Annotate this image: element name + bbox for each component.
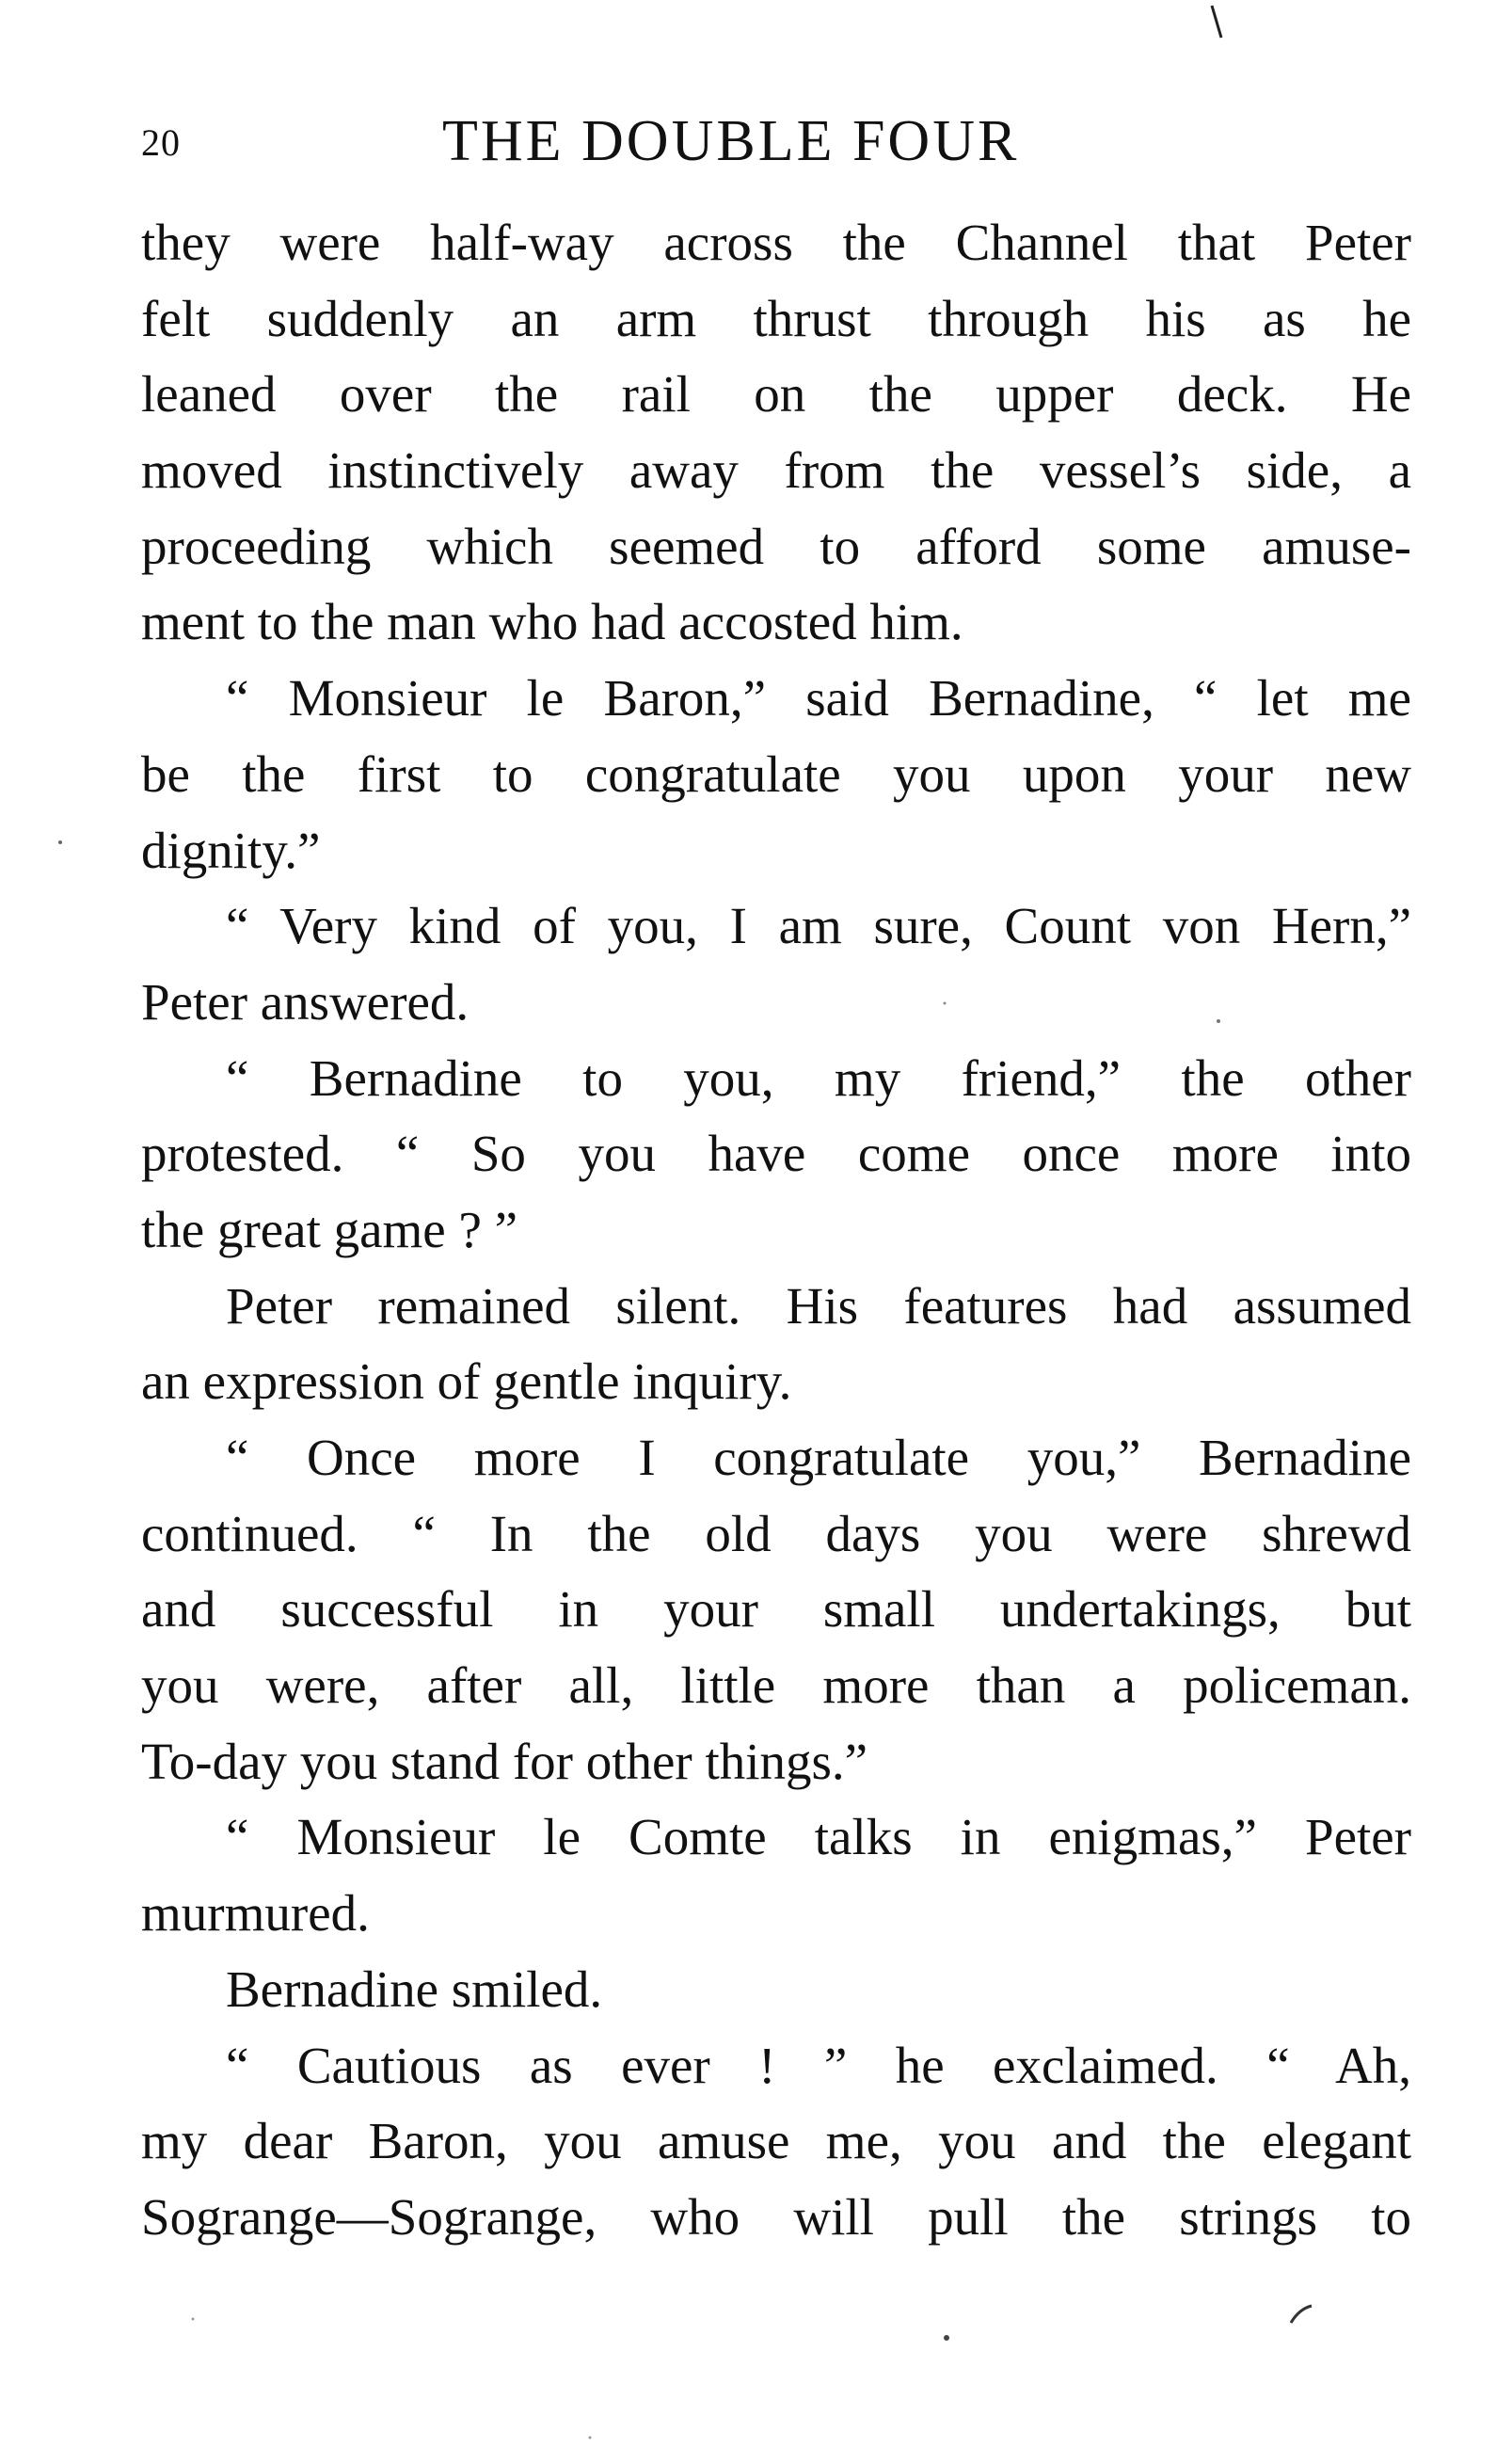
text-line: “ Monsieur le Baron,” said Bernadine, “ let me [226, 669, 1411, 728]
text-line: an expression of gentle inquiry. [141, 1352, 792, 1411]
text-line: you were, after all, little more than a policeman. [141, 1656, 1411, 1715]
scan-speck [58, 840, 62, 844]
text-line: they were half-way across the Channel that Peter [141, 214, 1411, 271]
text-line: the great game ? ” [141, 1200, 518, 1258]
scan-speck [944, 2335, 949, 2341]
text-line: Sogrange—Sogrange, who will pull the strings to [141, 2187, 1411, 2246]
text-line: “ Bernadine to you, my friend,” the other [226, 1048, 1411, 1107]
text-line: my dear Baron, you amuse me, you and the elegant [141, 2112, 1411, 2170]
page-header [141, 104, 1411, 179]
text-line: continued. “ In the old days you were shrewd [141, 1504, 1411, 1562]
text-line: felt suddenly an arm thrust through his as he [141, 289, 1411, 347]
text-line: Bernadine smiled. [226, 1959, 603, 2018]
text-line: be the first to congratulate you upon your new [141, 744, 1411, 803]
body-text [141, 205, 1411, 2256]
text-line: leaned over the rail on the upper deck. He [141, 365, 1411, 424]
text-line: Peter answered. [141, 972, 470, 1031]
text-line: protested. “ So you have come once more into [141, 1125, 1411, 1183]
text-line: Peter remained silent. His features had assumed [226, 1276, 1411, 1335]
scan-speck [192, 2318, 195, 2321]
text-line: “ Cautious as ever ! ” he exclaimed. “ Ah, [226, 2036, 1411, 2094]
text-line: To-day you stand for other things.” [141, 1732, 868, 1790]
scan-mark [1291, 2306, 1312, 2323]
text-line: murmured. [141, 1884, 370, 1943]
running-title: THE DOUBLE FOUR [442, 109, 1020, 173]
text-line: and successful in your small undertakings, but [141, 1580, 1411, 1639]
text-line: “ Very kind of you, I am sure, Count von Hern,” [226, 897, 1411, 955]
page-number: 20 [141, 121, 181, 164]
text-line: proceeding which seemed to afford some amuse- [141, 517, 1411, 575]
text-line: dignity.” [141, 821, 321, 879]
text-line: “ Monsieur le Comte talks in enigmas,” Peter [226, 1808, 1411, 1866]
scan-speck [589, 2437, 592, 2439]
text-line: ment to the man who had accosted him. [141, 593, 963, 651]
text-line: moved instinctively away from the vessel’s side, a [141, 441, 1411, 500]
text-line: “ Once more I congratulate you,” Bernadine [226, 1429, 1411, 1486]
scan-mark [1212, 6, 1221, 38]
